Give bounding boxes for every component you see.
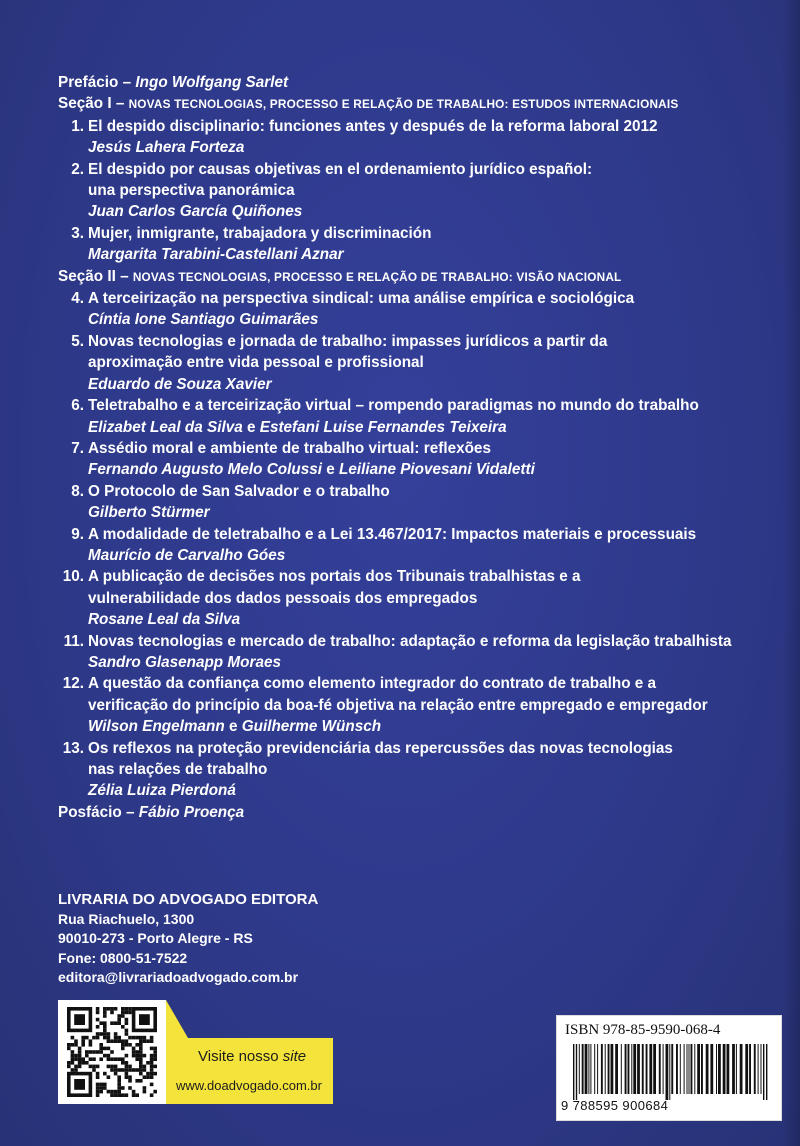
chapter-number: 3. [71,224,84,242]
author-conjunction: e [228,718,238,736]
chapter-entry [58,438,788,481]
postface-label: Posfácio – [58,803,135,821]
chapter-author [88,609,788,630]
chapter-title-line: verificação do princípio da boa-fé objetiva na relação entre empregado e empregador [88,696,708,714]
author-name: Margarita Tarabini-Castellani Aznar [88,246,344,264]
chapter-title-line: Teletrabalho e a terceirização virtual – rompendo paradigmas no mundo do trabalho [88,397,699,415]
chapter-title-line: A terceirização na perspectiva sindical: uma análise empírica e sociológica [88,290,635,308]
chapter-number: 10. [62,568,84,586]
section-1-label: Seção I – [58,95,125,113]
author-name: Rosane Leal da Silva [88,611,241,629]
chapter-author [88,502,788,523]
publisher-info [58,890,318,988]
chapter-author [88,459,788,480]
chapter-author [88,309,788,330]
author-name: Wilson Engelmann [88,718,225,736]
chapter-entry [58,566,788,630]
publisher-name: LIVRARIA DO ADVOGADO EDITORA [58,891,319,908]
isbn-barcode-box [556,1015,782,1121]
chapter-author [88,137,788,158]
table-of-contents [58,72,788,823]
author-name-second: Leiliane Piovesani Vidaletti [339,461,535,479]
barcode-graphic [563,1044,775,1100]
chapter-entry [58,524,788,567]
chapter-title-line: nas relações de trabalho [88,761,268,778]
chapter-entry [58,331,788,395]
chapter-title-line: A publicação de decisões nos portais dos Tribunais trabalhistas e a [88,568,581,586]
chapter-author [88,244,788,265]
section-1-chapters [58,116,788,266]
author-name: Maurício de Carvalho Góes [88,546,286,564]
chapter-number: 2. [71,160,84,178]
chapter-title-line: aproximação entre vida pessoal e profissional [88,354,424,372]
preface-label: Prefácio – [58,74,132,91]
visit-site-word: site [282,1048,307,1065]
chapter-entry [58,631,788,674]
section-2-label: Seção II – [58,267,129,285]
chapter-entry [58,395,788,438]
chapter-number: 5. [71,332,84,350]
author-name: Eduardo de Souza Xavier [88,375,272,393]
chapter-title-line: El despido por causas objetivas en el ordenamiento jurídico español: [88,160,593,178]
chapter-author [88,780,788,801]
author-name: Juan Carlos García Quiñones [88,203,303,221]
visit-prefix: Visite nosso [198,1048,279,1065]
chapter-title-line: A questão da confiança como elemento integrador do contrato de trabalho e a [88,675,657,693]
postface-author: Fábio Proença [138,803,245,821]
chapter-entry [58,223,788,266]
chapter-number: 8. [71,482,84,500]
chapter-title-line: Novas tecnologias e mercado de trabalho: adaptação e reforma da legislação trabalhista [88,632,732,650]
author-name: Gilberto Stürmer [88,504,210,522]
chapter-number: 1. [71,117,84,135]
chapter-author [88,716,788,737]
author-name-second: Estefani Luise Fernandes Teixeira [259,418,507,436]
chapter-title-line: A modalidade de teletrabalho e a Lei 13.467/2017: Impactos materiais e processuais [88,525,697,543]
chapter-author [88,545,788,566]
author-name: Sandro Glasenapp Moraes [88,653,281,671]
publisher-email: editora@livrariadoadvogado.com.br [58,969,299,986]
section-2-chapters [58,288,788,802]
qr-code-graphic [58,1000,166,1104]
chapter-title-line: una perspectiva panorámica [88,182,295,200]
preface-author: Ingo Wolfgang Sarlet [135,74,289,91]
chapter-entry [58,116,788,159]
chapter-title-line: Novas tecnologias e jornada de trabalho: impasses jurídicos a partir da [88,332,608,350]
visit-site-panel [166,1000,333,1104]
isbn-label: ISBN 978-85-9590-068-4 [565,1022,721,1038]
chapter-title-line: Os reflexos na proteção previdenciária das repercussões das novas tecnologias [88,739,673,757]
author-conjunction: e [246,418,256,436]
chapter-title-line: vulnerabilidade dos dados pessoais dos empregados [88,589,478,607]
chapter-author [88,201,788,222]
chapter-number: 7. [71,439,84,457]
author-name: Zélia Luiza Pierdoná [88,782,236,800]
chapter-title-line: O Protocolo de San Salvador e o trabalho [88,482,390,500]
publisher-address: Rua Riachuelo, 1300 [58,910,195,927]
publisher-phone: Fone: 0800-51-7522 [58,949,188,966]
postface-line [58,802,788,823]
chapter-number: 4. [71,290,84,308]
section-1-title: NOVAS TECNOLOGIAS, PROCESSO E RELAÇÃO DE TRABALHO: ESTUDOS INTERNACIONAIS [128,97,679,112]
barcode-digits: 9 788595 900684 [561,1098,669,1113]
website-link[interactable]: www.doadvogado.com.br [176,1078,322,1093]
chapter-entry [58,673,788,737]
qr-code [58,1000,166,1104]
section-2-title: NOVAS TECNOLOGIAS, PROCESSO E RELAÇÃO DE TRABALHO: VISÃO NACIONAL [132,269,622,284]
author-name: Elizabet Leal da Silva [88,418,243,436]
section-2-heading [58,266,788,288]
chapter-number: 6. [71,397,84,415]
chapter-entry [58,159,788,223]
chapter-author [88,652,788,673]
chapter-number: 13. [62,739,84,757]
author-name: Fernando Augusto Melo Colussi [88,461,322,479]
section-1-heading [58,93,788,115]
chapter-number: 12. [62,675,84,693]
chapter-number: 11. [63,632,84,650]
author-name: Jesús Lahera Forteza [88,139,245,157]
author-name: Cíntia Ione Santiago Guimarães [88,311,319,329]
chapter-title-line: El despido disciplinario: funciones antes y después de la reforma laboral 2012 [88,117,658,135]
chapter-entry [58,738,788,802]
chapter-number: 9. [71,525,84,543]
chapter-author [88,374,788,395]
visit-site-text [198,1048,306,1065]
publisher-city: 90010-273 - Porto Alegre - RS [58,930,253,947]
author-name-second: Guilherme Wünsch [241,718,382,736]
chapter-author [88,417,788,438]
author-conjunction: e [326,461,335,479]
chapter-title-line: Assédio moral e ambiente de trabalho virtual: reflexões [88,439,491,457]
chapter-title-line: Mujer, inmigrante, trabajadora y discriminación [88,224,432,242]
chapter-entry [58,481,788,524]
preface-line [58,72,788,93]
chapter-entry [58,288,788,331]
